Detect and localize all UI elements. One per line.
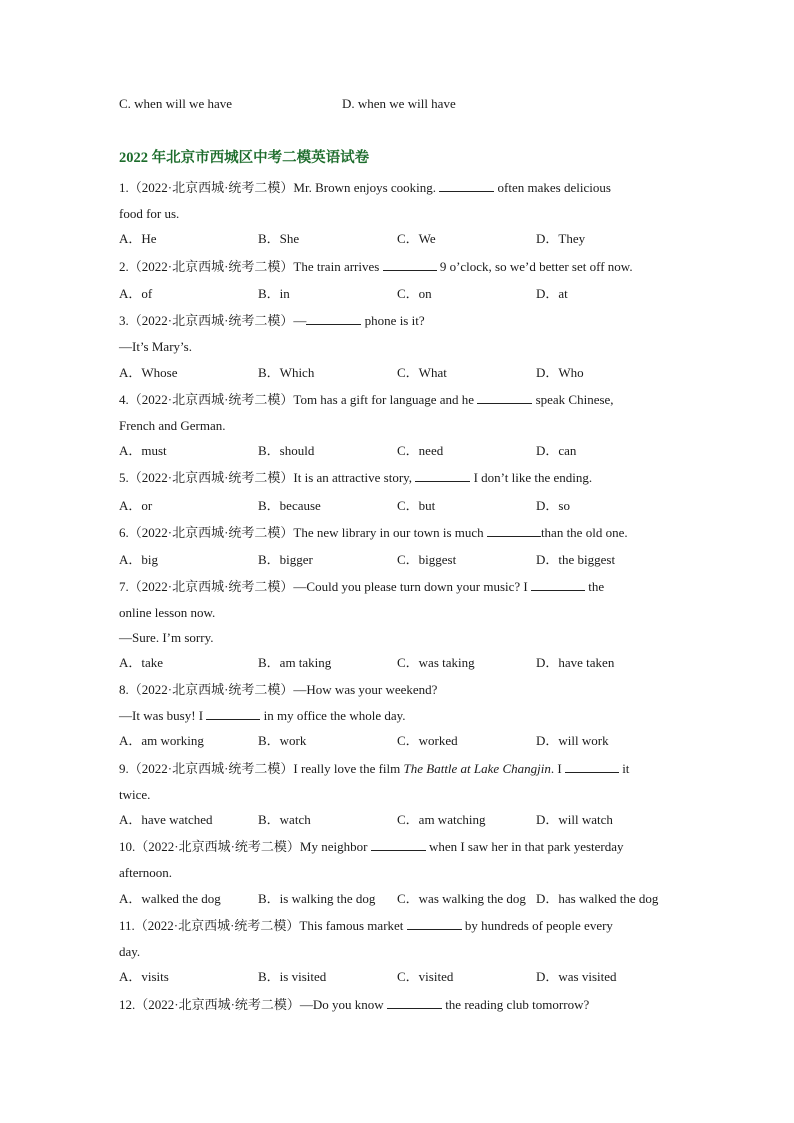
q1-option-d: D．They [536, 231, 586, 246]
question-6: 6.（2022·北京西城·统考二模）The new library in our town is much than the old one. [119, 525, 628, 540]
q4-option-b: B．should [258, 443, 315, 458]
q2-option-b: B．in [258, 286, 290, 301]
q3-option-d: D．Who [536, 365, 584, 380]
answer-blank [531, 579, 585, 591]
q7-option-b: B．am taking [258, 655, 332, 670]
question-11-cont: day. [119, 944, 141, 959]
question-8-reply: —It was busy! I in my office the whole day. [119, 708, 406, 723]
answer-blank [371, 839, 426, 851]
question-9-cont: twice. [119, 787, 151, 802]
q11-option-c: C．visited [397, 969, 454, 984]
question-12: 12.（2022·北京西城·统考二模）—Do you know the reading club tomorrow? [119, 997, 590, 1012]
q9-option-a: A．have watched [119, 812, 213, 827]
q7-option-a: A．take [119, 655, 164, 670]
answer-blank [487, 525, 541, 537]
q8-option-c: C．worked [397, 733, 458, 748]
q6-option-a: A．big [119, 552, 159, 567]
q5-option-c: C．but [397, 498, 436, 513]
q1-option-c: C．We [397, 231, 436, 246]
question-4: 4.（2022·北京西城·统考二模）Tom has a gift for language and he speak Chinese, [119, 392, 614, 407]
q8-option-b: B．work [258, 733, 307, 748]
q6-option-b: B．bigger [258, 552, 313, 567]
q4-option-d: D．can [536, 443, 577, 458]
answer-blank [407, 918, 462, 930]
question-10: 10.（2022·北京西城·统考二模）My neighbor when I saw her in that park yesterday [119, 839, 624, 854]
film-title: The Battle at Lake Changjin [403, 761, 551, 776]
section-title: 2022 年北京市西城区中考二模英语试卷 [119, 150, 370, 166]
q6-option-d: D．the biggest [536, 552, 616, 567]
question-8: 8.（2022·北京西城·统考二模）—How was your weekend? [119, 682, 438, 697]
q2-option-a: A．of [119, 286, 153, 301]
answer-blank [383, 259, 437, 271]
q3-option-a: A．Whose [119, 365, 178, 380]
question-1-cont: food for us. [119, 206, 180, 221]
q2-option-c: C．on [397, 286, 432, 301]
answer-blank [565, 761, 619, 773]
q7-option-d: D．have taken [536, 655, 615, 670]
answer-blank [415, 470, 470, 482]
q6-option-c: C．biggest [397, 552, 457, 567]
answer-blank [306, 313, 361, 325]
question-5: 5.（2022·北京西城·统考二模）It is an attractive story, I don’t like the ending. [119, 470, 593, 485]
q11-option-d: D．was visited [536, 969, 617, 984]
q3-option-b: B．Which [258, 365, 315, 380]
question-11: 11.（2022·北京西城·统考二模）This famous market by hundreds of people every [119, 918, 613, 933]
q8-option-a: A．am working [119, 733, 204, 748]
q9-option-b: B．watch [258, 812, 311, 827]
q4-option-a: A．must [119, 443, 167, 458]
q4-option-c: C．need [397, 443, 444, 458]
q5-option-d: D．so [536, 498, 570, 513]
answer-blank [477, 392, 532, 404]
q9-option-c: C．am watching [397, 812, 486, 827]
question-4-cont: French and German. [119, 418, 226, 433]
q1-option-b: B．She [258, 231, 300, 246]
answer-blank [439, 180, 494, 192]
q10-option-d: D．has walked the dog [536, 891, 659, 906]
prev-option-d: D. when we will have [342, 96, 456, 111]
q11-option-a: A．visits [119, 969, 169, 984]
question-2: 2.（2022·北京西城·统考二模）The train arrives 9 o’clock, so we’d better set off now. [119, 259, 633, 274]
q10-option-a: A．walked the dog [119, 891, 221, 906]
q9-option-d: D．will watch [536, 812, 613, 827]
question-7-cont: online lesson now. [119, 605, 216, 620]
q1-option-a: A．He [119, 231, 157, 246]
q5-option-b: B．because [258, 498, 321, 513]
question-10-cont: afternoon. [119, 865, 173, 880]
q10-option-c: C．was walking the dog [397, 891, 526, 906]
question-7-reply: —Sure. I’m sorry. [119, 630, 214, 645]
question-9: 9.（2022·北京西城·统考二模）I really love the film The Battle at Lake Changjin. I it [119, 761, 630, 776]
q10-option-b: B．is walking the dog [258, 891, 376, 906]
question-3-cont: —It’s Mary’s. [119, 339, 192, 354]
q11-option-b: B．is visited [258, 969, 327, 984]
q2-option-d: D．at [536, 286, 568, 301]
prev-option-c: C. when will we have [119, 96, 233, 111]
question-7: 7.（2022·北京西城·统考二模）—Could you please turn down your music? I the [119, 579, 605, 594]
q8-option-d: D．will work [536, 733, 609, 748]
question-3: 3.（2022·北京西城·统考二模）— phone is it? [119, 313, 425, 328]
q3-option-c: C．What [397, 365, 447, 380]
question-1: 1.（2022·北京西城·统考二模）Mr. Brown enjoys cooking. often makes delicious [119, 180, 611, 195]
q5-option-a: A．or [119, 498, 153, 513]
q7-option-c: C．was taking [397, 655, 475, 670]
answer-blank [206, 708, 260, 720]
answer-blank [387, 997, 442, 1009]
